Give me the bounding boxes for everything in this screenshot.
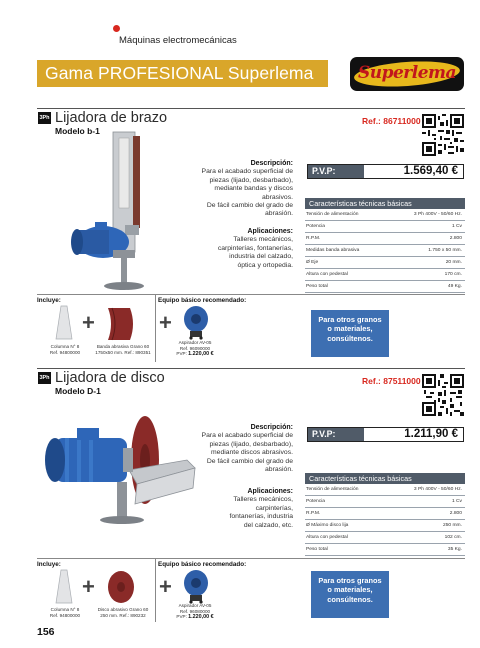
include-name: Banda abrasiva Grano 60 [96,344,150,349]
includes-heading: Incluye: [37,561,61,568]
include-ref: Ref. 94800000 [49,612,81,618]
price-bar [307,164,464,179]
include-ref: Ref. 94800000 [49,349,81,355]
product-divider [37,108,465,109]
description-line: Para el acabado superficial de [201,168,293,176]
include-name: Columna N° 8 [50,607,80,612]
equipment-price: 1.220,00 € [188,351,214,358]
description-line: abrasivos. [262,193,293,201]
product-ref: Ref.: 86711000 [362,116,421,126]
equipment-heading: Equipo básico recomendado: [158,561,247,568]
spec-value: 3 Ph 400V - 50/60 Hz. [413,212,462,217]
qr-code-icon [422,374,464,416]
specs-table [305,473,465,556]
contact-line: o materiales, [327,585,373,595]
include-caption [40,607,90,618]
contact-box [311,571,389,618]
product-model: Modelo b-1 [55,126,100,136]
description-block [195,424,293,474]
price-label: P.V.P: [308,428,364,441]
spec-value: 2.800 [449,511,462,516]
price-value: 1.569,40 € [403,165,458,177]
spec-key: Peso total [306,547,328,552]
spec-value: 1.750 x 50 mm. [428,248,462,253]
price-bar [307,427,464,442]
plus-icon: + [82,310,95,335]
spec-value: 170 cm. [444,272,462,277]
specs-table-title: Características técnicas básicas [305,473,465,484]
section-separator [37,294,465,295]
column-stand-image [55,569,73,605]
spec-key: Tensión de alimentación [306,212,359,217]
spec-row [305,269,465,281]
include-ref: 1750x50 mm. Ref.: 890351 [95,349,151,355]
spec-value: 35 Kg. [447,547,462,552]
spec-value: 1 Cv [451,499,462,504]
spec-row [305,544,465,556]
equipment-ref: Ref. 96080000 [179,608,211,614]
contact-line: consúltenos. [327,594,373,604]
spec-row [305,209,465,221]
applications-line: del calzado, etc. [243,521,293,529]
dust-extractor-image [181,568,211,604]
include-name: Columna N° 8 [50,344,80,349]
product-title: Lijadora de brazo [55,110,168,126]
specs-table-title: Características técnicas básicas [305,198,465,209]
spec-key: R.P.M. [306,511,321,516]
section-title: Máquinas electromecánicas [119,35,237,46]
applications-heading: Aplicaciones: [247,228,293,235]
price-label: P.V.P: [308,165,364,178]
applications-block [195,488,293,530]
spec-value: 2.800 [449,236,462,241]
description-heading: Descripción: [250,160,293,167]
include-name: Disco abrasivo Grano 60 [97,607,149,612]
applications-line: óptica y ortopedia. [237,261,293,269]
spec-row [305,281,465,293]
equipment-price-label: PVP: [176,614,187,620]
spec-value: 1 Cv [451,224,462,229]
contact-line: consúltenos. [327,333,373,343]
description-line: Para el acabado superficial de [201,432,293,440]
spec-row [305,484,465,496]
spec-key: Medidas banda abrasiva [306,248,360,253]
superlema-logo [350,57,464,91]
include-caption [92,607,154,618]
include-ref: 250 mm. Ref.: 890232 [100,612,146,618]
description-line: mediante discos abrasivos. [211,449,293,457]
spec-key: Potencia [306,224,326,229]
spec-key: Tensión de alimentación [306,487,359,492]
spec-value: 20 mm. [445,260,462,265]
spec-key: Potencia [306,499,326,504]
spec-key: Altura con pedestal [306,535,348,540]
contact-line: Para otros granos [318,576,382,585]
plus-icon: + [159,574,172,599]
spec-row [305,532,465,544]
equipment-price: 1.220,00 € [188,614,214,621]
spec-row [305,233,465,245]
specs-table [305,198,465,293]
applications-line: fontanerías, industria [229,513,293,521]
description-line: piezas (lijado, desbarbado), [209,440,293,448]
applications-line: industria del calzado, [229,253,293,261]
section-bullet-icon [113,25,120,32]
section-separator [37,558,465,559]
spec-key: Peso total [306,284,328,289]
equipment-name: Aspirador AV-05 [178,603,212,608]
gama-banner-text: Gama PROFESIONAL Superlema [45,63,314,83]
spec-key: R.P.M. [306,236,321,241]
spec-value: 3 Ph 400V - 50/60 Hz. [413,487,462,492]
column-divider [155,294,156,362]
equipment-caption [166,340,224,358]
sanding-disc-image [106,569,140,605]
contact-line: Para otros granos [318,315,382,324]
voltage-badge: 3Ph [38,112,51,124]
description-line: piezas (lijado, desbarbado), [209,176,293,184]
contact-box [311,310,389,357]
spec-value: 250 mm. [442,523,462,528]
spec-key: Ø Eje [306,260,319,265]
column-stand-image [55,305,73,341]
equipment-heading: Equipo básico recomendado: [158,297,247,304]
includes-heading: Incluye: [37,297,61,304]
spec-row [305,496,465,508]
applications-block [195,228,293,270]
product-title: Lijadora de disco [55,370,165,386]
spec-row [305,245,465,257]
equipment-caption [166,603,224,621]
qr-code-icon [422,114,464,156]
plus-icon: + [159,310,172,335]
spec-row [305,520,465,532]
product-ref: Ref.: 87511000 [362,376,421,386]
description-line: abrasión. [265,466,293,474]
description-block [195,160,293,219]
applications-heading: Aplicaciones: [247,488,293,495]
column-divider [155,558,156,622]
logo-text: Superlema [357,63,457,83]
description-line: abrasión. [265,210,293,218]
spec-value: 102 cm. [444,535,462,540]
applications-line: carpinterías, [255,504,293,512]
voltage-badge: 3Ph [38,372,51,384]
description-heading: Descripción: [250,424,293,431]
spec-key: Altura con pedestal [306,272,348,277]
include-caption [40,344,90,355]
product-divider [37,368,465,369]
plus-icon: + [82,574,95,599]
belt-sander-image [55,130,190,295]
equipment-name: Aspirador AV-05 [178,340,212,345]
product-model: Modelo D-1 [55,386,101,396]
applications-line: carpinterías, fontanerías, [217,244,293,252]
gama-banner [37,60,328,87]
spec-key: Ø Máximo disco lija [306,523,349,528]
include-caption [92,344,154,355]
spec-value: 49 Kg. [447,284,462,289]
disc-sander-image [37,408,197,530]
description-line: De fácil cambio del grado de [206,457,293,465]
spec-row [305,508,465,520]
description-line: De fácil cambio del grado de [206,202,293,210]
dust-extractor-image [181,304,211,340]
description-line: mediante bandas y discos [214,185,293,193]
sanding-belt-image [104,306,138,342]
contact-line: o materiales, [327,324,373,334]
equipment-ref: Ref. 96090000 [179,345,211,351]
applications-line: Talleres mecánicos, [233,236,293,244]
equipment-price-label: PVP: [176,351,187,357]
page-number: 156 [37,626,55,638]
applications-line: Talleres mecánicos, [233,496,293,504]
spec-row [305,221,465,233]
spec-row [305,257,465,269]
price-value: 1.211,90 € [404,428,458,440]
